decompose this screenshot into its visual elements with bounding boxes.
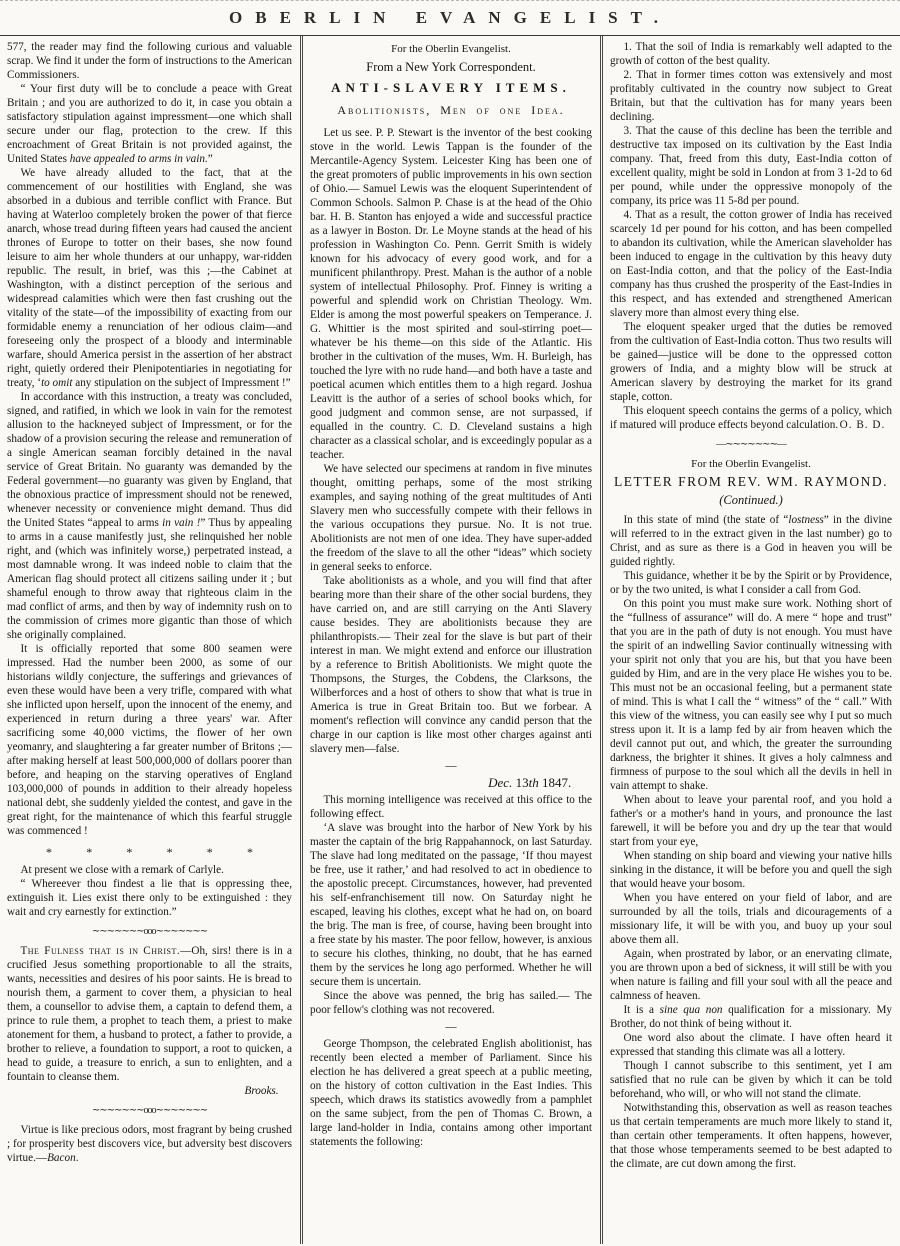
- body-paragraph: ‘A slave was brought into the harbor of New York by his master the captain of the brig Rappahannock, on last Saturday. The slave had long meditated on the passage, ‘If thou mayest be free, use it rather,’ and had resolved to act in obedience to the apostolic precept. Circumstances, however, had prevented his self-enfranchisement till now. On Saturday night he escaped, leaving his clothes, except what he had on, on board the brig. The man is free, of course, having been brought into a free state by his master. The poor fellow, however, is anxious to secure his clothes, thinking, no doubt, that he has earned them by the services he long ago performed. Whether he will secure them is uncertain.: [310, 822, 592, 988]
- ornament-rule: —∼∼∼∼∼∼∼—: [716, 439, 786, 450]
- contribution-credit: For the Oberlin Evangelist.: [691, 458, 811, 470]
- author-signature: Brooks.: [244, 1085, 279, 1097]
- body-paragraph: “ Whereever thou findest a lie that is oppressing thee, extinguish it. Lies exist there only to be extinguished : they wait and cry earnestly for extinction.”: [7, 878, 292, 918]
- body-paragraph: Take abolitionists as a whole, and you will find that after bearing more than their share of the other social burdens, they have carried on, and are still carrying on the Anti Slavery cause besides. They are abolitionists because they are philanthropists.— Their zeal for the slave is but part of their interest in man. We might extend and enforce our illustration by a reference to British Abolitionists. We might quote the Thompsons, the Sturges, the Cobdens, the Clarksons, the Wilberforces and a host of others to show that what is true in America is true in Great Britain too. But we forbear. A moment's reflection will convince any candid person that the charge in our caption is like most other charges against anti slavery men—false.: [310, 575, 592, 755]
- correspondent-line: From a New York Correspondent.: [366, 60, 536, 74]
- body-paragraph: Virtue is like precious odors, most fragrant by being crushed ; for prosperity best discovers vice, but adversity best discovers virtue.—Bacon.: [7, 1124, 292, 1164]
- body-paragraph: Notwithstanding this, observation as well as reason teaches us that certain temperaments are much more likely to stand it, than certain other temperaments. It often happens, however, that those whose temperaments seemed to be best adapted to the climate, are cut down among the first.: [610, 1102, 892, 1170]
- body-paragraph: The Fulness that is in Christ.—Oh, sirs! there is in a crucified Jesus something proportionable to all the straits, wants, necessities and desires of his poor saints. He is bread to nourish them, a garment to cover them, a physician to heal them, a counsellor to advise them, a captain to defend them, a prince to rule them, a prophet to teach them, a priest to make atonement for them, a husband to protect, a father to provide, a brother to relieve, a foundation to support, a root to quicken, a head to guide, a treasure to enrich, a sun to enlighten, and a fountain to cleanse them.: [7, 945, 292, 1083]
- article-subtitle: Abolitionists, Men of one Idea.: [337, 103, 565, 117]
- body-paragraph: The eloquent speaker urged that the duties be removed from the cultivation of East-India cotton. Thus two results will be gained—justice will be done to the oppressed cotton growers of India, and a mighty blow will be struck at American slavery by destroying the market for its grand staple, cotton.: [610, 321, 892, 403]
- contribution-credit: For the Oberlin Evangelist.: [391, 43, 511, 55]
- star-separator: * * * * * *: [46, 845, 253, 859]
- column-center: [300, 36, 600, 1244]
- dash-separator: —: [445, 760, 457, 772]
- body-paragraph: At present we close with a remark of Carlyle.: [20, 864, 224, 876]
- body-paragraph: When you have entered on your field of labor, and are surrounded by all the toils, trials and dicouragements of a missionary life, it will be with you, and buoy up your soul above them all.: [610, 892, 892, 946]
- body-paragraph: Though I cannot subscribe to this sentiment, yet I am satisfied that no rule can be given by which it can be told beforehand, who will, or who will not stand the climate.: [610, 1060, 892, 1100]
- body-paragraph: When about to leave your parental roof, and you hold a father's or a mother's hand in yours, and pronounce the last farewell, it will be before you and dry up the tear that would start from your eye,: [610, 794, 892, 848]
- body-paragraph: When standing on ship board and viewing your native hills sinking in the distance, it will be before you and quell the sigh that would heave your bosom.: [610, 850, 892, 890]
- dash-separator: —: [445, 1021, 457, 1033]
- body-paragraph: George Thompson, the celebrated English abolitionist, has recently been elected a member of Parliament. Since his election he has delivered a great speech at a public meeting, on the history of cotton cultivation in the East Indies. This speech, which draws its statistics avowedly from a pamphlet on the same subject, from the pen of Thomas C. Brown, a large land-holder in India, contains among other important statements the following:: [310, 1038, 592, 1148]
- body-paragraph: Since the above was penned, the brig has sailed.— The poor fellow's clothing was not recovered.: [310, 990, 592, 1016]
- column-left: [0, 36, 300, 1244]
- body-paragraph: We have selected our specimens at random in five minutes thought, omitting perhaps, some of the most striking examples, and saying nothing of the great multitudes of Anti Slavery men who successfully compete with their fellows in the various occupations they pursue. No. It is not true. Abolitionists are not men of one idea. They have super-added the freedom of the slave to all the other “ideas” which society in general seeks to enforce.: [310, 463, 592, 573]
- body-paragraph: It is a sine qua non qualification for a missionary. My Brother, do not think of being without it.: [610, 1004, 892, 1030]
- body-paragraph: On this point you must make sure work. Nothing short of the “fullness of assurance” will do. A mere “ hope and trust” that you are in the path of duty is not enough. You must have the spirit of an indwelling Savior continually witnessing with your spirit not only that you are his, but that you have been guided by Him, and are in the very place He wishes you to be. This must not be an occasional feeling, but a permanent state of mind. This is what I call the “ witness” of the “ call.” With this view of the witness, you can easily see why I put so much stress upon it. It is a lamp fed by air from heaven which the devil cannot put out, and which, the greater the surrounding darkness, the brighter it shines. It gives a holy calmness and firmness of purpose to the soul which all the devils in hell in vain attempt to shake.: [610, 598, 892, 792]
- author-initials: O. B. D.: [839, 419, 886, 431]
- continued-note: (Continued.): [719, 493, 783, 507]
- column-right: [600, 36, 900, 1244]
- body-paragraph: 3. That the cause of this decline has been the terrible and destructive tax imposed on its cultivation by the East India company. That, freed from this duty, East-India cotton of excellent quality, might be sold in London at from 3 1-2d to 6d per pound, while under the oppressive monopoly of the company, its price was 11 5-8d per pound.: [610, 125, 892, 207]
- body-paragraph: This morning intelligence was received at this office to the following effect.: [310, 794, 592, 820]
- masthead: [0, 0, 900, 36]
- body-paragraph: 2. That in former times cotton was extensively and most profitably cultivated in the country now subject to Great Britain, but that the cultivation has for many years been declining.: [610, 69, 892, 123]
- body-paragraph: 1. That the soil of India is remarkably well adapted to the growth of cotton of the best quality.: [610, 41, 892, 67]
- dateline: Dec. 13th 1847.: [488, 775, 572, 790]
- body-paragraph: This eloquent speech contains the germs of a policy, which if matured will produce effects beyond calculation. O. B. D.: [610, 405, 892, 431]
- body-paragraph: In this state of mind (the state of “lostness” in the divine will referred to in the extract given in the last number) go to Christ, and as sure as there is a God in heaven you will be guided rightly.: [610, 514, 892, 568]
- article-title: LETTER FROM REV. WM. RAYMOND.: [614, 474, 888, 489]
- body-paragraph: This guidance, whether it be by the Spirit or by Providence, or by the two united, is what I consider a call from God.: [610, 570, 892, 596]
- ornament-rule: ∼∼∼∼∼∼∼ooo∼∼∼∼∼∼∼: [91, 1105, 208, 1116]
- body-paragraph: We have already alluded to the fact, that at the commencement of our hostilities with England, she was absorbed in a dubious and terrible conflict with France. But having at Waterloo completely broken the power of that fierce anarch, whose tread during fifteen years had caused the ancient thrones of Europe to totter on their bases, she now found leisure to aim her whole thunders at our unhappy, war-ridden republic. The result, in brief, was this ;—the Cabinet at Washington, with a distinct perception of the serious and widespread calamities which were then fast crushing out the vitality of the state—of the impossibility of exacting from our formidable enemy a renunciation of her odious claim—and foreseeing only the prospect of a bloody and interminable warfare, should America persist in the assertion of her abstract right, quietly ordered their Plenipotentiaries in negotiating for treaty, ‘to omit any stipulation on the subject of Impressment !”: [7, 167, 292, 389]
- body-paragraph: Let us see. P. P. Stewart is the inventor of the best cooking stove in the world. Lewis Tappan is the founder of the Mercantile-Agency System. Leicester King has been one of the great promoters of public improvements in his own section of Ohio.— Samuel Lewis was the eloquent Superintendent of Common Schools. Salmon P. Chase is at the head of the Ohio bar. H. B. Stanton has enjoyed a wide and successful practice as a lawyer in Boston. Dr. Le Moyne stands at the head of his profession in Washington Co. Penn. Gerrit Smith is widely known for his advocacy of every good work, and for a munificent philanthropy. Prest. Mahan is the author of a noble system of intellectual Philosophy. Prof. Finney is writing a powerful and splendid work on Christian Theology. Wm. Elder is among the most powerful speakers on Temperance. J. G. Whittier is the most spirited and soul-stirring poet—whatever be his theme—on this side of the Atlantic. His brother in the cultivation of the muses, Wm. H. Burleigh, has touched the lyre with no rude hand—and both have a taste and poetical acumen which entitles them to a high regard. Joshua Leavitt is the author of a series of school books which, for good judgment and common sense, are not surpassed, if equalled in the country. C. D. Cleveland sustains a high character as a classical scholar, and is exceedingly popular as a teacher.: [310, 127, 592, 461]
- body-paragraph: 577, the reader may find the following curious and valuable scrap. We find it under the form of instructions to the American Commissioners.: [7, 41, 292, 81]
- ornament-rule: ∼∼∼∼∼∼∼ooo∼∼∼∼∼∼∼: [91, 926, 208, 937]
- body-paragraph: One word also about the climate. I have often heard it expressed that standing this climate was all a lottery.: [610, 1032, 892, 1058]
- body-paragraph: 4. That as a result, the cotton grower of India has received scarcely 1d per pound for his cotton, and has been compelled to abandon its cultivation, while the American slaveholder has been induced to engage in the cultivation by this heavy duty on East-India cotton, and that the policy of the East-India company has thus crushed the prosperity of the East-Indies in this respect, and has extended and strengthened American slavery more than almost every thing else.: [610, 209, 892, 319]
- article-title: ANTI-SLAVERY ITEMS.: [331, 80, 571, 95]
- body-paragraph: Again, when prostrated by labor, or an enervating climate, you are thrown upon a bed of sickness, it will still be with you when nature is failing and fill your soul with all the peace and calmness of heaven.: [610, 948, 892, 1002]
- column-layout: [0, 36, 900, 1244]
- body-paragraph: “ Your first duty will be to conclude a peace with Great Britain ; and you are authorized to do it, in case you obtain a satisfactory stipulation against impressment—one which shall secure under our flag, protection to the crew. If this encroachment of Great Britain is not provided against, the United States have appealed to arms in vain.”: [7, 83, 292, 165]
- body-paragraph: In accordance with this instruction, a treaty was concluded, signed, and ratified, in which we look in vain for the remotest allusion to the hackneyed subject of Impressment, or for the shadow of a provision securing the release and remuneration of a single American seaman forcibly detained in the naval service of Great Britain. No guaranty was demanded by the Federal government—no guaranty was given by England, that the obnoxious practice of impressment should not be renewed, whenever necessity or convenience might demand. Thus did the United States “appeal to arms in vain !” Thus by appealing to arms in a cause manifestly just, she relinquished her noble right, and (which was infinitely worse,) perpetrated instead, a most damnable wrong. It was indeed noble to claim that the American flag should protect all citizens sailing under it ; but shameful enough to throw away that righteous claim in the mad conflict of arms, and then by way of indemnity rush on to the commission of crimes more gigantic than those of which she originally complained.: [7, 391, 292, 641]
- newspaper-title: OBERLIN EVANGELIST.: [229, 8, 671, 27]
- body-paragraph: It is officially reported that some 800 seamen were impressed. Had the number been 2000, as some of our historians wildly conjecture, the sufferings and grievances of even these would have been a very trifle, compared with what she inflicted upon herself, upon the innocent of the enemy, and experienced in return during a three years' war. After sacrificing some 40,000 victims, the flower of her own yeomanry, and slaughtering a far greater number of Britons ;—after making herself at least 500,000,000 of dollars poorer than before, and heaping on the starving operatives of England 103,000,000 of pounds in addition to their already hopeless national debt, she suddenly yielded the contest, and gave in the great right, for the maintenance of which this fearful struggle was commenced !: [7, 643, 292, 837]
